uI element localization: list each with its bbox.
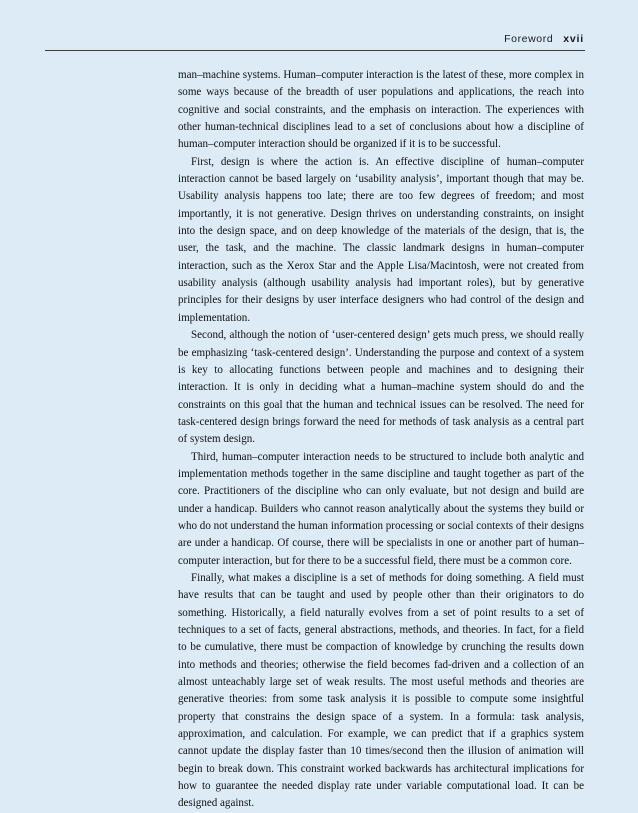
running-head-section-title: Foreword — [504, 33, 554, 45]
paragraph: Finally, what makes a discipline is a set of methods for doing something. A field must have results that can be taught and used by people other than their originators to do something. Historically, a field naturally evolves from a set of point results to a set of techniques to a set of facts, general abstractions, methods, and theories. In fact, for a field to be cumulative, there must be compaction of knowledge by crunching the results down into methods and theories; otherwise the field becomes fad-driven and a collection of an almost unteachably large set of weak results. The most useful methods and theories are generative theories: from some task analysis it is possible to compute some insightful property that constrains the design space of a system. In a formula: task analysis, approximation, and calculation. For example, we can predict that if a graphics system cannot update the display faster than 10 times/second then the illusion of animation will begin to break down. This constraint worked backwards has architectural implications for how to guarantee the needed display rate under variable computational load. It can be designed against. — [178, 571, 584, 810]
page-number: xvii — [563, 33, 584, 45]
header-rule — [45, 50, 585, 51]
paragraph: Third, human–computer interaction needs to be structured to include both analytic and implementation methods together in the same discipline and taught together as part of the core. Practitioners of the discipline who can only evaluate, but not design and build are under a handicap. Builders who cannot reason analytically about the systems they build or who do not understand the human information processing or social contexts of their designs are under a handicap. Of course, there will be specialists in one or another part of human–computer interaction, but for there to be a successful field, there must be a common core. — [178, 450, 584, 567]
paragraph: First, design is where the action is. An effective discipline of human–computer interaction cannot be based largely on ‘usability analysis’, important though that may be. Usability analysis happens too late; there are too few degrees of freedom; and most importantly, it is not generative. Design thrives on understanding constraints, on insight into the design space, and on deep knowledge of the materials of the design, that is, the user, the task, and the machine. The classic landmark designs in human–computer interaction, such as the Xerox Star and the Apple Lisa/Macintosh, were not created from usability analysis (although usability analysis had important roles), but by generative principles for their designs by user interface designers who had control of the design and implementation. — [178, 155, 584, 324]
paragraph: Second, although the notion of ‘user-centered design’ gets much press, we should really be emphasizing ‘task-centered design’. Understanding the purpose and context of a system is key to allocating functions between people and machines and to designing their interaction. It is only in deciding what a human–machine system should do and the constraints on this goal that the human and technical issues can be resolved. The need for task-centered design brings forward the need for methods of task analysis as a central part of system design. — [178, 329, 584, 446]
body-text — [178, 67, 584, 813]
running-head — [0, 33, 584, 45]
paragraph: man–machine systems. Human–computer interaction is the latest of these, more complex in some ways because of the breadth of user populations and applications, the reach into cognitive and social constraints, and the emphasis on interaction. The experiences with other human-technical disciplines lead to a set of conclusions about how a discipline of human–computer interaction should be organized if it is to be successful. — [178, 69, 584, 151]
